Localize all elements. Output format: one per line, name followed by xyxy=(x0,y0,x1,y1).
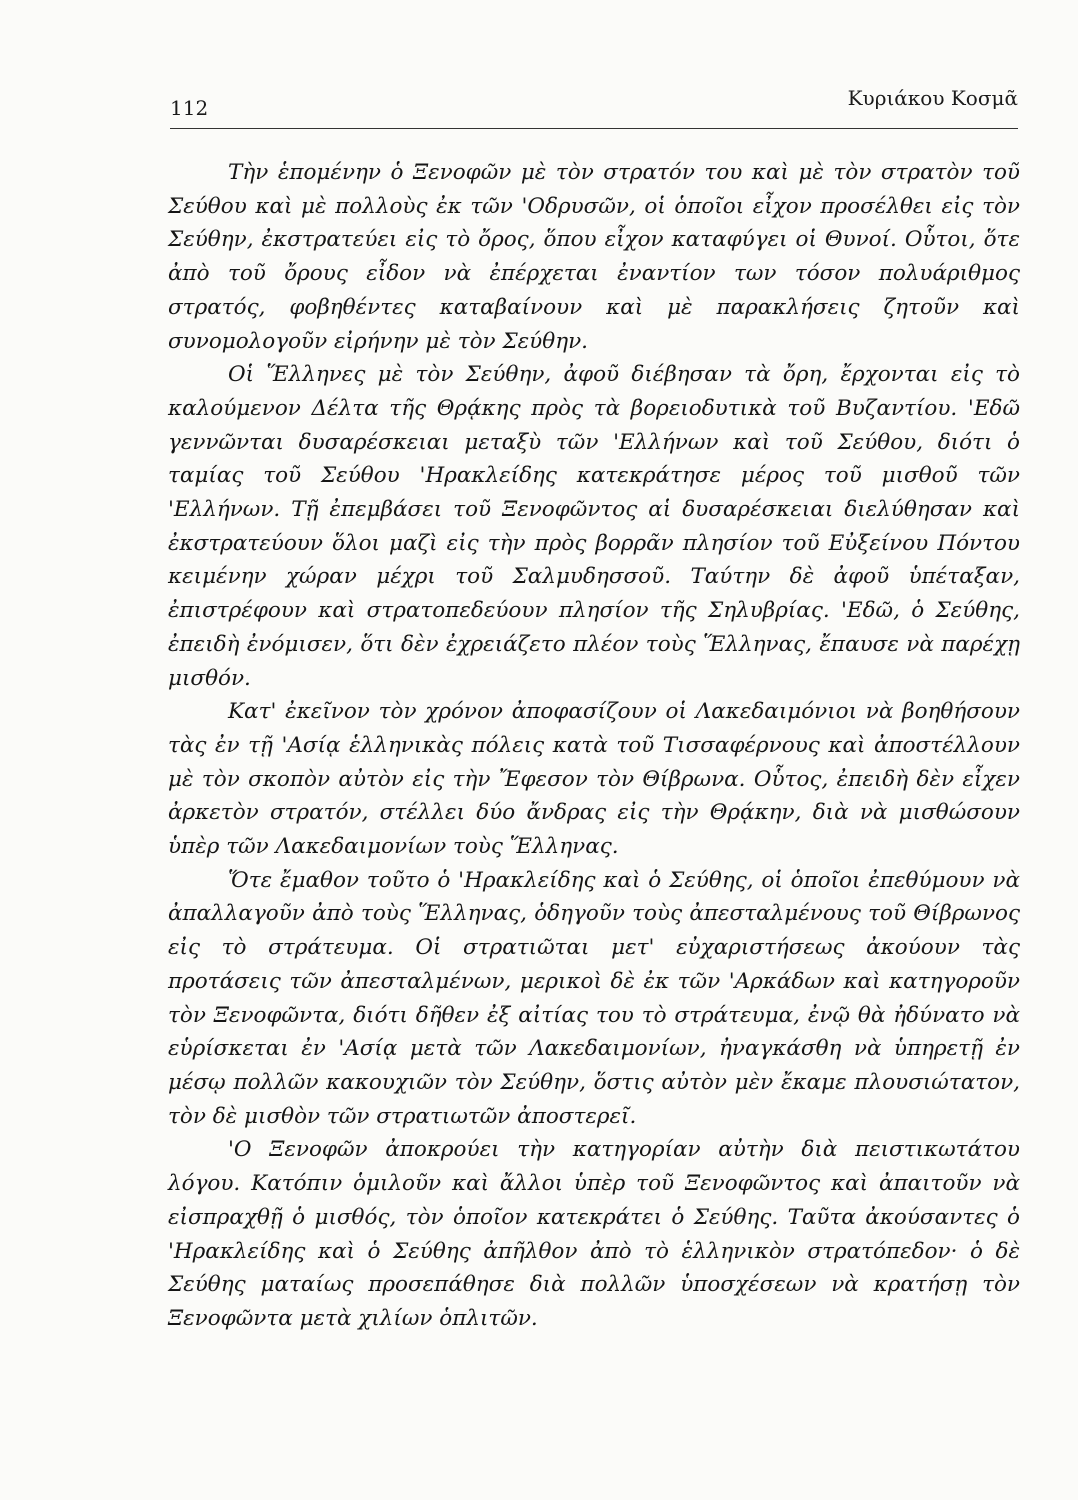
paragraph: Οἱ Ἕλληνες μὲ τὸν Σεύθην, ἀφοῦ διέβησαν τὰ ὄρη, ἔρχονται εἰς τὸ καλούμενον Δέλτα τῆς Θρᾴκης πρὸς τὰ βορειοδυτικὰ τοῦ Βυζαντίου. 'Εδῶ γεννῶνται δυσαρέσκειαι μεταξὺ τῶν 'Ελλήνων καὶ τοῦ Σεύθου, διότι ὁ ταμίας τοῦ Σεύθου 'Ηρακλείδης κατεκράτησε μέρος τοῦ μισθοῦ τῶν 'Ελλήνων. Τῇ ἐπεμβάσει τοῦ Ξενοφῶντος αἱ δυσαρέσκειαι διελύθησαν καὶ ἐκστρατεύουν ὅλοι μαζὶ εἰς τὴν πρὸς βορρᾶν πλησίον τοῦ Εὐξείνου Πόντου κειμένην χώραν μέχρι τοῦ Σαλμυδησσοῦ. Ταύτην δὲ ἀφοῦ ὑπέταξαν, ἐπιστρέφουν καὶ στρατοπεδεύουν πλησίον τῆς Σηλυβρίας. 'Εδῶ, ὁ Σεύθης, ἐπειδὴ ἐνόμισεν, ὅτι δὲν ἐχρειάζετο πλέον τοὺς Ἕλληνας, ἔπαυσε νὰ παρέχῃ μισθόν. xyxy=(168,362,1020,691)
paragraph: Κατ' ἐκεῖνον τὸν χρόνον ἀποφασίζουν οἱ Λακεδαιμόνιοι νὰ βοηθήσουν τὰς ἐν τῇ 'Ασίᾳ ἑλληνικὰς πόλεις κατὰ τοῦ Τισσαφέρνους καὶ ἀποστέλλουν μὲ τὸν σκοπὸν αὐτὸν εἰς τὴν Ἔφεσον τὸν Θίβρωνα. Οὗτος, ἐπειδὴ δὲν εἶχεν ἀρκετὸν στρατόν, στέλλει δύο ἄνδρας εἰς τὴν Θρᾴκην, διὰ νὰ μισθώσουν ὑπὲρ τῶν Λακεδαιμονίων τοὺς Ἕλληνας. xyxy=(168,699,1020,860)
paragraph: Ὅτε ἔμαθον τοῦτο ὁ 'Ηρακλείδης καὶ ὁ Σεύθης, οἱ ὁποῖοι ἐπεθύμουν νὰ ἀπαλλαγοῦν ἀπὸ τοὺς Ἕλληνας, ὁδηγοῦν τοὺς ἀπεσταλμένους τοῦ Θίβρωνος εἰς τὸ στράτευμα. Οἱ στρατιῶται μετ' εὐχαριστήσεως ἀκούουν τὰς προτάσεις τῶν ἀπεσταλμένων, μερικοὶ δὲ ἐκ τῶν 'Αρκάδων καὶ κατηγοροῦν τὸν Ξενοφῶντα, διότι δῆθεν ἐξ αἰτίας του τὸ στράτευμα, ἐνῷ θὰ ἠδύνατο νὰ εὑρίσκεται ἐν 'Ασίᾳ μετὰ τῶν Λακεδαιμονίων, ἠναγκάσθη νὰ ὑπηρετῇ ἐν μέσῳ πολλῶν κακουχιῶν τὸν Σεύθην, ὅστις αὐτὸν μὲν ἔκαμε πλουσιώτατον, τὸν δὲ μισθὸν τῶν στρατιωτῶν ἀποστερεῖ. xyxy=(168,867,1020,1129)
paragraph: Τὴν ἑπομένην ὁ Ξενοφῶν μὲ τὸν στρατόν του καὶ μὲ τὸν στρατὸν τοῦ Σεύθου καὶ μὲ πολλοὺς ἐκ τῶν 'Οδρυσῶν, οἱ ὁποῖοι εἶχον προσέλθει εἰς τὸν Σεύθην, ἐκστρατεύει εἰς τὸ ὄρος, ὅπου εἶχον καταφύγει οἱ Θυνοί. Οὗτοι, ὅτε ἀπὸ τοῦ ὄρους εἶδον νὰ ἐπέρχεται ἐναντίον των τόσον πολυάριθμος στρατός, φοβηθέντες καταβαίνουν καὶ μὲ παρακλήσεις ζητοῦν καὶ συνομολογοῦν εἰρήνην μὲ τὸν Σεύθην. xyxy=(168,160,1020,354)
page-number: 112 xyxy=(170,96,209,120)
paragraph: 'Ο Ξενοφῶν ἀποκρούει τὴν κατηγορίαν αὐτὴν διὰ πειστικωτάτου λόγου. Κατόπιν ὁμιλοῦν καὶ ἄλλοι ὑπὲρ τοῦ Ξενοφῶντος καὶ ἀπαιτοῦν νὰ εἰσπραχθῇ ὁ μισθός, τὸν ὁποῖον κατεκράτει ὁ Σεύθης. Ταῦτα ἀκούσαντες ὁ 'Ηρακλείδης καὶ ὁ Σεύθης ἀπῆλθον ἀπὸ τὸ ἑλληνικὸν στρατόπεδον· ὁ δὲ Σεύθης ματαίως προσεπάθησε διὰ πολλῶν ὑποσχέσεων νὰ κρατήσῃ τὸν Ξενοφῶντα μετὰ χιλίων ὁπλιτῶν. xyxy=(168,1137,1020,1331)
running-head: Κυριάκου Κοσμᾶ xyxy=(847,86,1018,110)
body-text xyxy=(168,156,1020,1336)
page-header xyxy=(170,82,1018,129)
